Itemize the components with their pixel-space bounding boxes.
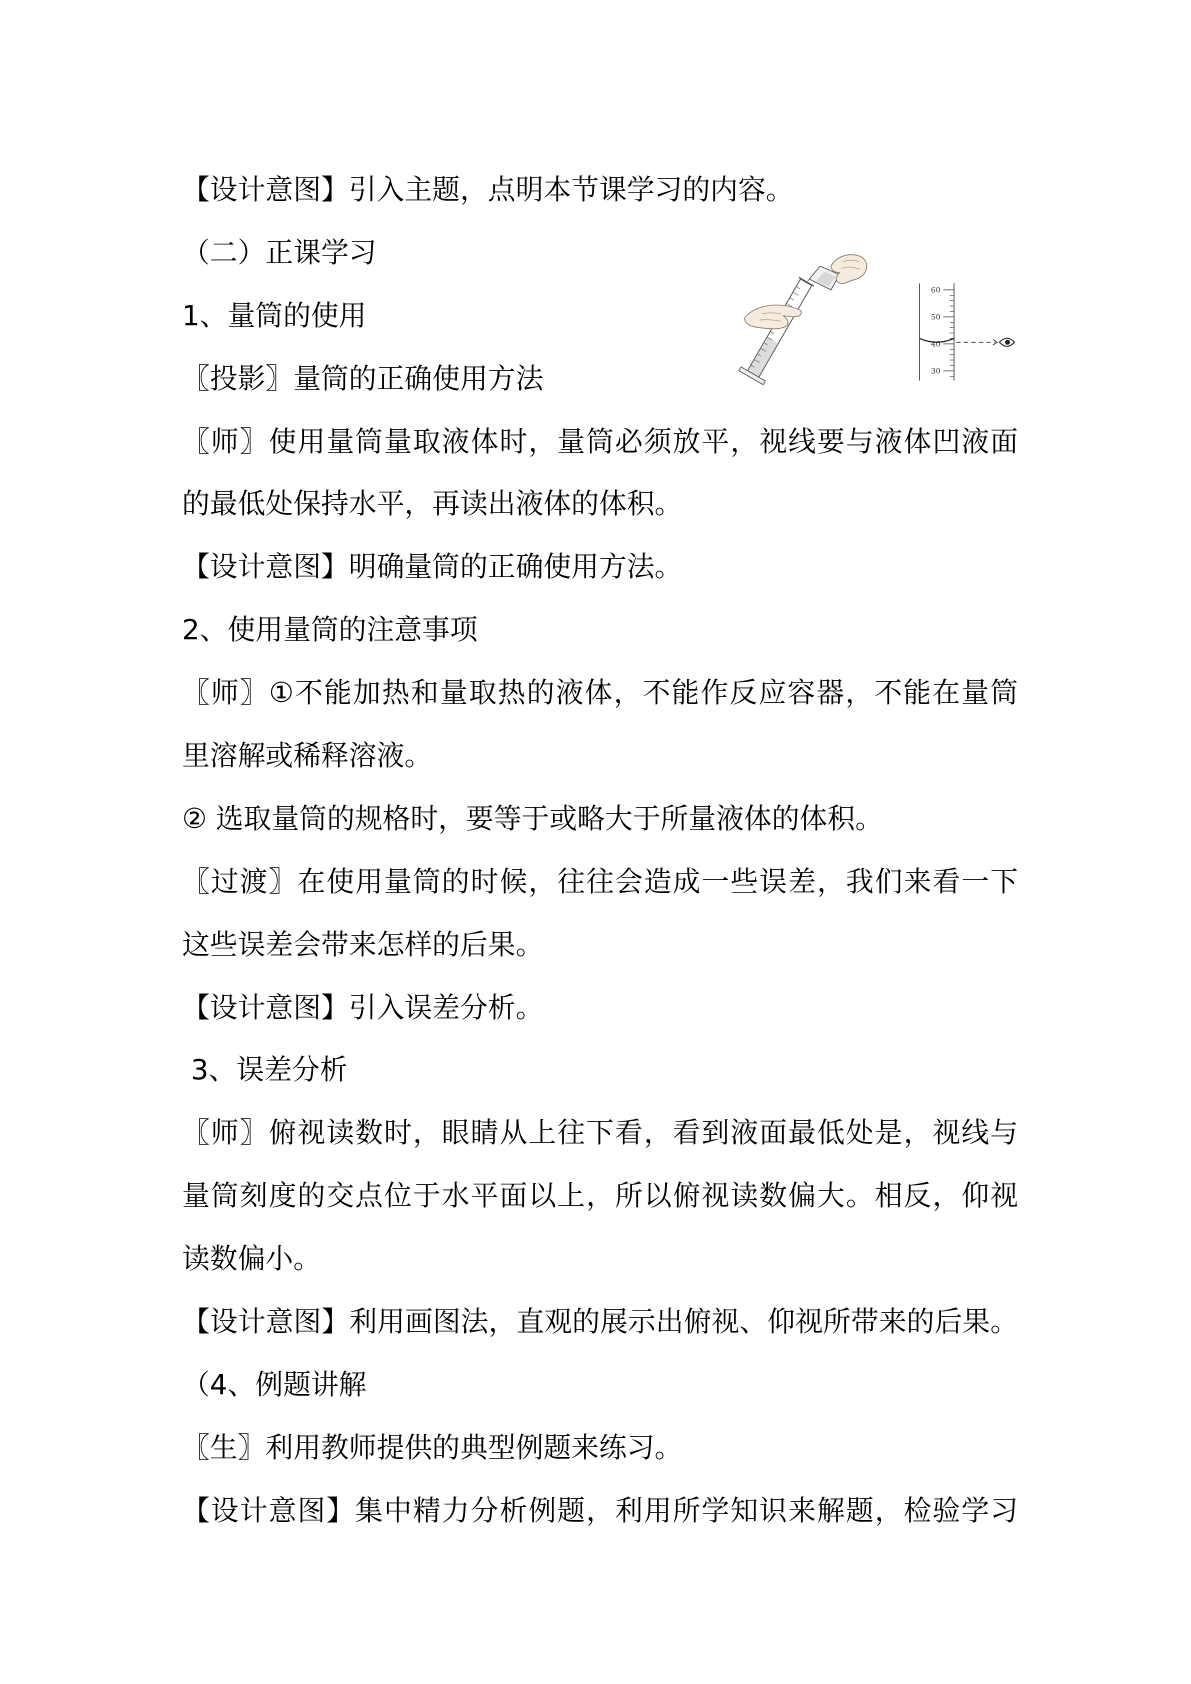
teacher-statement [182,1102,1018,1291]
scale-label: 50 [930,312,941,322]
scale-label: 60 [930,285,941,295]
text-line: 【设计意图】集中精力分析例题，利用所学知识来解题，检验学习 [182,1493,1018,1527]
text-line: 2、使用量筒的注意事项 [182,613,478,647]
text-line: 【设计意图】利用画图法，直观的展示出俯视、仰视所带来的后果。 [182,1305,1018,1339]
design-intent-note [182,1480,1018,1543]
scale-label: 30 [930,366,941,376]
design-intent-note [182,536,1018,599]
text-line: 〖投影〗量筒的正确使用方法 [182,361,544,395]
text-line: 【设计意图】引入误差分析。 [182,990,544,1024]
text-line: 〖生〗利用教师提供的典型例题来练习。 [182,1430,683,1464]
tick-marks [943,290,954,376]
text-line: 3、误差分析 [182,1053,348,1087]
text-line: 【设计意图】明确量筒的正确使用方法。 [182,550,683,584]
text-line: 这些误差会带来怎样的后果。 [182,927,544,961]
text-line: 里溶解或稀释溶液。 [182,739,433,773]
text-line: 1、量筒的使用 [182,298,367,332]
teacher-statement [182,411,1018,537]
design-intent-note [182,977,1018,1040]
text-line: 量筒刻度的交点位于水平面以上，所以俯视读数偏大。相反，仰视 [182,1179,1018,1213]
subsection-heading-4 [182,1354,1018,1417]
text-line: 【设计意图】引入主题，点明本节课学习的内容。 [182,173,794,206]
subsection-heading-3 [182,1039,1018,1102]
teacher-statement [182,662,1018,788]
hand-icon [831,255,867,284]
subsection-heading-2 [182,599,1018,662]
graduated-cylinder-icon [739,275,819,385]
text-line: 〖师〗①不能加热和量取热的液体，不能作反应容器，不能在量筒 [182,676,1018,710]
text-line: 〖师〗俯视读数时，眼睛从上往下看，看到液面最低处是，视线与 [182,1116,1018,1150]
teacher-statement-item [182,788,1018,851]
text-line: 的最低处保持水平，再读出液体的体积。 [182,487,683,521]
student-activity [182,1417,1018,1480]
text-line: 〖师〗使用量筒量取液体时，量筒必须放平，视线要与液体凹液面 [182,424,1018,458]
text-line: ② 选取量筒的规格时，要等于或略大于所量液体的体积。 [182,801,883,835]
graduated-cylinder-illustration [740,251,1018,386]
scale-label: 40 [930,339,941,349]
design-intent-note [182,1291,1018,1354]
cylinder-scale-diagram [920,283,1015,380]
text-line: 〖过渡〗在使用量筒的时候，往往会造成一些误差，我们来看一下 [182,864,1018,898]
text-line: 读数偏小。 [182,1242,321,1276]
text-line: （4、例题讲解 [182,1367,367,1401]
hand-icon [745,305,802,329]
eye-icon [999,338,1014,346]
transition-note [182,851,1018,977]
design-intent-note [182,159,1018,222]
text-line: （二）正课学习 [182,235,377,269]
